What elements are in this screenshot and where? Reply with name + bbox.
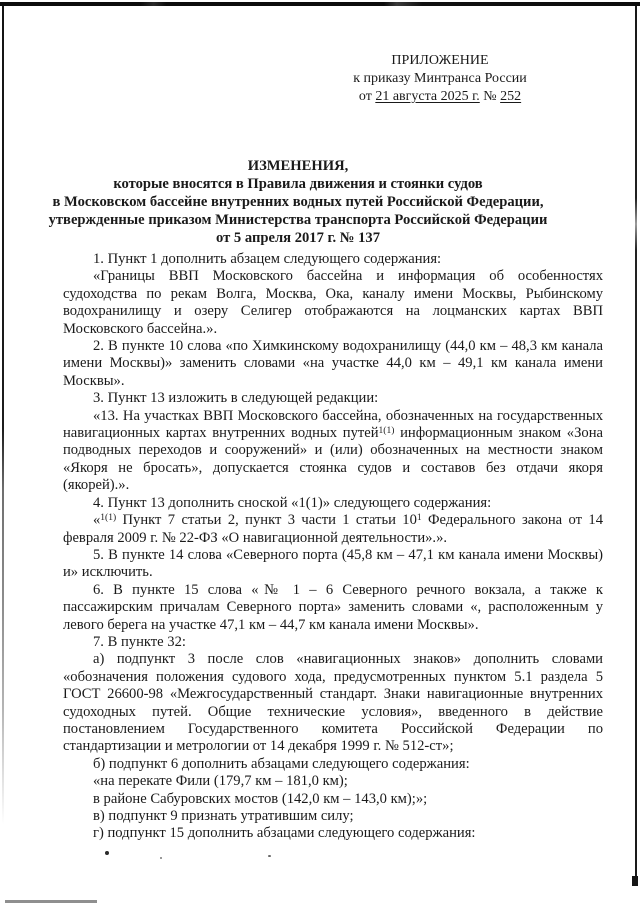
page-frame-bottom-border-fragment [5, 900, 97, 903]
paragraph-5: 5. В пункте 14 слова «Северного порта (45,8 км – 47,1 км канала имени Москвы) и» исключить. [63, 546, 603, 581]
paragraph-7g: г) подпункт 15 дополнить абзацами следующего содержания: [93, 825, 476, 842]
paragraph-6: 6. В пункте 15 слова «№ 1 – 6 Северного речного вокзала, а также к пассажирским причалам Северного порта» заменить словами «, расположенным у левого берега на участке 47,1 км – 44,7 км канала имени Москвы». [63, 581, 603, 633]
article-number-superscript: 1 [416, 512, 422, 523]
footnote-marker-superscript: 1(1) [378, 425, 395, 436]
paragraph-2: 2. В пункте 10 слова «по Химкинскому водохранилищу (44,0 км – 48,3 км канала имени Москвы)» заменить словами «на участке 44,0 км – 49,1 км канала имени Москвы». [63, 338, 603, 389]
paragraph-4: 4. Пункт 13 дополнить сноской «1(1)» следующего содержания: [93, 494, 492, 511]
scan-speck [160, 857, 162, 859]
page-frame-right-border [635, 6, 637, 878]
title-line-5: от 5 апреля 2017 г. № 137 [215, 230, 381, 246]
appendix-number-underlined: 252 [500, 89, 522, 104]
paragraph-4-footnote [63, 512, 603, 547]
paragraph-3-quote-text: «13. На участках ВВП Московского бассейна, обозначенных на государственных навигационных картах внутренних водных путей [63, 407, 603, 442]
appendix-date-line [318, 88, 562, 106]
document-body [63, 251, 603, 843]
footnote-marker-superscript: 1(1) [100, 512, 117, 523]
footnote-open-quote: « [93, 512, 101, 529]
paragraph-3: 3. Пункт 13 изложить в следующей редакции: [93, 390, 379, 407]
paragraph-3-quote [63, 408, 603, 495]
paragraph-1: 1. Пункт 1 дополнить абзацем следующего содержания: [93, 251, 442, 267]
paragraph-3-quote-text: информационным знаком «Зона подводных переходов и сооружений» и (или) обозначенных на местности знаком «Якоря не бросать», допускается стоянка судов и составов без отдачи якоря (якорей).». [63, 425, 603, 494]
title-line-4: утвержденные приказом Министерства транспорта Российской Федерации [48, 212, 548, 228]
paragraph-1-quote: «Границы ВВП Московского бассейна и информация об особенностях судоходства по рекам Волга, Москва, Ока, каналу имени Москвы, Рыбинскому водохранилищу и озеру Селигер отображаются на лоцманских картах ВВП Московского бассейна.». [63, 268, 603, 337]
paragraph-7b-item-1: «на перекате Фили (179,7 км – 181,0 км); [93, 773, 348, 790]
paragraph-7b-item-2: в районе Сабуровских мостов (142,0 км – 143,0 км);»; [93, 790, 428, 807]
scan-speck [268, 855, 271, 857]
page-frame-left-border [2, 6, 4, 886]
appendix-date-prefix: от [358, 89, 376, 104]
appendix-date-underlined: 21 августа 2025 г. [375, 89, 480, 104]
appendix-label: ПРИЛОЖЕНИЕ [391, 53, 489, 68]
paragraph-7v: в) подпункт 9 признать утратившим силу; [93, 808, 354, 824]
appendix-order-line: к приказу Минтранса России [353, 71, 527, 86]
scan-artifact-right-edge [632, 876, 638, 886]
paragraph-7: 7. В пункте 32: [93, 633, 186, 650]
paragraph-7a: а) подпункт 3 после слов «навигационных знаков» дополнить словами «обозначения положения судового хода, предусмотренных пунктом 5.1 раздела 5 ГОСТ 26600-98 «Межгосударственный стандарт. Знаки навигационные внутренних судоходных путей. Общие технические условия», введенного в действие постановлением Государственного комитета Российской Федерации по стандартизации и метрологии от 14 декабря 1999 г. № 512-ст»; [63, 651, 603, 755]
paragraph-7b: б) подпункт 6 дополнить абзацами следующего содержания: [93, 755, 470, 772]
footnote-text: Федерального закона от 14 февраля 2009 г. № 22-ФЗ «О навигационной деятельности».». [63, 512, 603, 546]
page-frame-top-border [0, 2, 640, 6]
title-line-2: которые вносятся в Правила движения и стоянки судов [113, 176, 483, 192]
scan-speck [105, 851, 109, 855]
title-line-1: ИЗМЕНЕНИЯ, [247, 158, 349, 174]
footnote-text: Пункт 7 статьи 2, пункт 3 части 1 статьи 10 [116, 512, 417, 529]
appendix-number-prefix: № [479, 89, 501, 104]
title-line-3: в Московском бассейне внутренних водных путей Российской Федерации, [52, 194, 544, 210]
document-title [34, 157, 562, 247]
appendix-reference-block [318, 52, 562, 106]
